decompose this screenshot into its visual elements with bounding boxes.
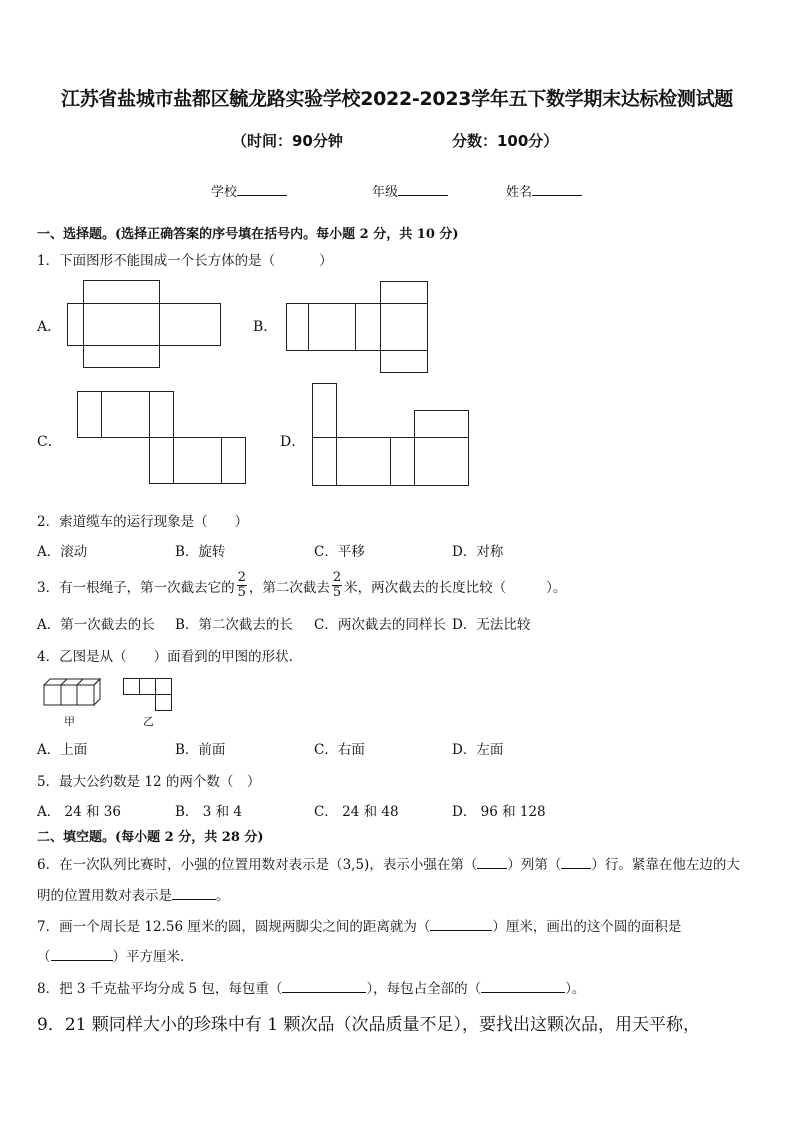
q3-fraction-2-numerator: 2 [332,570,342,585]
q3-text-c: 米，两次截去的长度比较（ [344,580,507,596]
grade-blank[interactable] [398,182,448,196]
q3-text-b: ，第二次截去 [248,580,330,596]
cube-stack-figure-jia [42,676,106,710]
q4-option-d[interactable]: D．左面 [452,742,504,758]
section1-title: 一、选择题。(选择正确答案的序号填在括号内。每小题 2 分，共 10 分) [37,227,459,242]
q1-text-end: ） [319,253,333,269]
name-field[interactable] [506,181,582,200]
question-6-line-2 [37,884,230,904]
q7-distance-blank[interactable] [430,918,492,931]
q1-option-b-label[interactable]: B． [253,319,278,335]
q3-fraction-1-denominator: 5 [237,585,246,600]
q8-text-b: ），每包占全部的（ [366,981,482,997]
q3-option-d[interactable]: D．无法比较 [452,617,531,633]
figure-jia-label: 甲 [64,715,75,728]
q3-text-d: ）。 [546,580,567,596]
q2-option-b[interactable]: B．旋转 [175,544,226,560]
q8-weight-blank[interactable] [282,980,366,993]
q7-text-c: （ [37,949,51,965]
q5-option-c[interactable]: C． 24 和 48 [314,804,399,820]
q6-column-blank[interactable] [477,856,507,869]
q5-option-a[interactable]: A． 24 和 36 [37,804,121,820]
view-figure-yi [122,677,178,715]
q1-text: 1．下面图形不能围成一个长方体的是（ [37,253,276,269]
q6-row-blank[interactable] [561,856,591,869]
q1-option-d-label[interactable]: D． [280,434,306,450]
q1-option-c-label[interactable]: C． [37,434,62,450]
q3-option-b[interactable]: B．第二次截去的长 [175,617,293,633]
school-field[interactable] [211,181,287,200]
q5-option-b[interactable]: B． 3 和 4 [175,804,242,820]
question-4: 4．乙图是从（ ）面看到的甲图的形状． [37,649,303,665]
net-figure-c [74,390,254,486]
name-label: 姓名 [506,185,533,200]
q2-option-a[interactable]: A．滚动 [37,544,88,560]
question-7-line-2 [37,945,194,965]
q5-option-d[interactable]: D． 96 和 128 [452,804,546,820]
q3-fraction-1-numerator: 2 [237,570,246,585]
grade-label: 年级 [372,185,399,200]
q6-text-c: ）行。紧靠在他左边的大 [591,857,740,873]
q6-text-b: ）列第（ [507,857,562,873]
q3-option-a[interactable]: A．第一次截去的长 [37,617,155,633]
q7-text-d: ）平方厘米． [112,949,194,965]
q3-option-c[interactable]: C．两次截去的同样长 [314,617,446,633]
net-figure-b [280,280,432,376]
page-title: 江苏省盐城市盐都区毓龙路实验学校2022-2023学年五下数学期末达标检测试题 [61,88,733,110]
q7-text-b: ）厘米，画出的这个圆的面积是 [492,919,682,935]
q2-option-c[interactable]: C．平移 [314,544,365,560]
q2-option-d[interactable]: D．对称 [452,544,504,560]
q3-fraction-1 [237,571,247,600]
question-3 [37,570,567,600]
question-1 [37,249,333,269]
q7-area-blank[interactable] [51,948,113,961]
q6-text-e: 。 [216,888,230,904]
exam-score: 分数：100分） [452,132,559,150]
question-8 [37,977,585,997]
q1-option-a-label[interactable]: A． [37,319,62,335]
q4-option-c[interactable]: C．右面 [314,742,365,758]
net-figure-d [308,380,474,490]
grade-field[interactable] [372,181,448,200]
q6-pair-blank[interactable] [172,887,216,900]
q3-fraction-2 [332,571,342,600]
exam-time: （时间：90分钟 [232,132,343,150]
q3-fraction-2-denominator: 5 [332,585,342,600]
question-2: 2．索道缆车的运行现象是（ ） [37,514,249,530]
school-label: 学校 [211,185,238,200]
q7-text-a: 7．画一个周长是 12.56 厘米的圆，圆规两脚尖之间的距离就为（ [37,919,431,935]
q3-text-a: 3．有一根绳子，第一次截去它的 [37,580,235,596]
net-figure-a [60,280,230,372]
school-blank[interactable] [237,182,287,196]
section2-title: 二、填空题。(每小题 2 分，共 28 分) [37,830,264,845]
question-7-line-1 [37,915,681,935]
name-blank[interactable] [532,182,582,196]
q6-text-a: 6．在一次队列比赛时，小强的位置用数对表示是（3,5)，表示小强在第（ [37,857,478,873]
question-5: 5．最大公约数是 12 的两个数（ ） [37,774,261,790]
question-9: 9．21 颗同样大小的珍珠中有 1 颗次品（次品质量不足），要找出这颗次品，用天平称， [37,1015,700,1035]
question-6-line-1 [37,853,740,873]
figure-yi-label: 乙 [143,715,154,728]
q8-text-a: 8．把 3 千克盐平均分成 5 包，每包重（ [37,981,283,997]
q8-fraction-blank[interactable] [481,980,565,993]
q4-option-a[interactable]: A．上面 [37,742,88,758]
q6-text-d: 明的位置用数对表示是 [37,888,172,904]
q8-text-c: ）。 [565,981,586,997]
q4-option-b[interactable]: B．前面 [175,742,226,758]
